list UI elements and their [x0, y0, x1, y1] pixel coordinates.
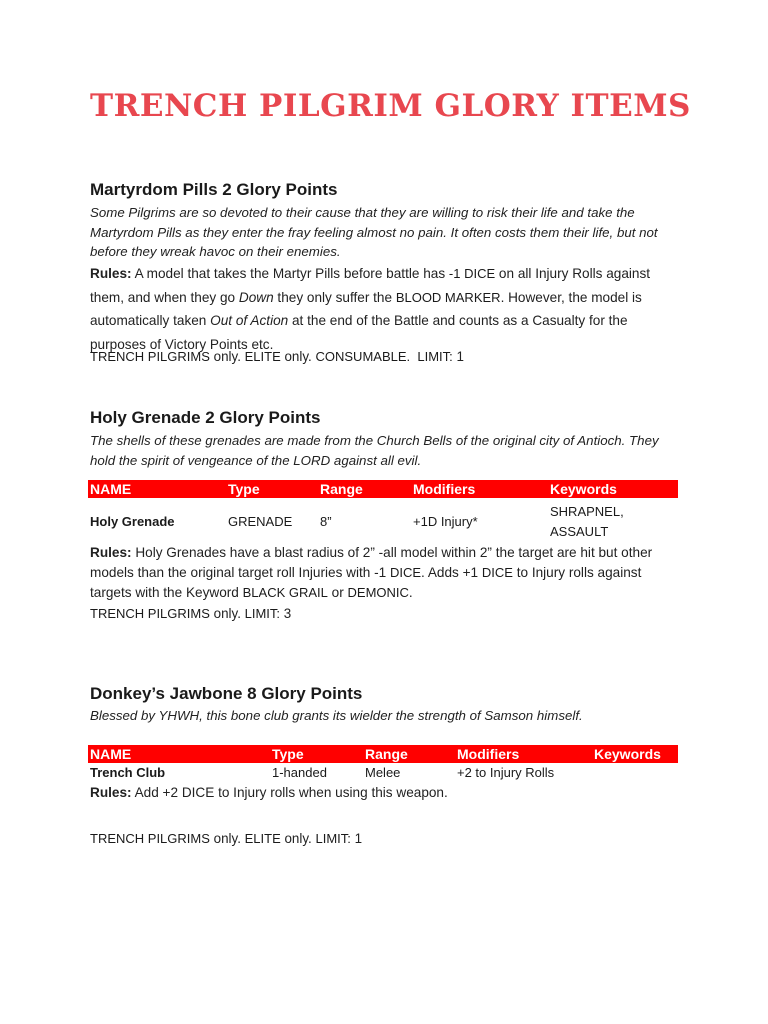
- cell-range: Melee: [365, 765, 401, 780]
- item-description-donkeys-jawbone: Blessed by YHWH, this bone club grants its wielder the strength of Samson himself.: [90, 708, 583, 723]
- table-row: [88, 498, 678, 542]
- table-row: [88, 763, 678, 783]
- col-header-range: Range: [363, 745, 455, 763]
- cell-keywords: SHRAPNEL, ASSAULT: [550, 504, 624, 539]
- weapon-table-holy-grenade: [88, 480, 678, 542]
- item-heading-martyrdom-pills: Martyrdom Pills 2 Glory Points: [90, 180, 338, 199]
- rules-label: Rules:: [90, 785, 132, 800]
- cell-keywords: [592, 763, 678, 783]
- cell-name: Holy Grenade: [90, 514, 175, 529]
- item-restriction-martyrdom-pills: TRENCH PILGRIMS only. ELITE only. CONSUMABLE. LIMIT: 1: [90, 349, 464, 364]
- item-description-holy-grenade: The shells of these grenades are made from the Church Bells of the original city of Antioch. They hold the spirit of vengeance of the LORD against all evil.: [90, 433, 659, 468]
- table-header-row: [88, 480, 678, 498]
- col-header-type: Type: [226, 480, 318, 498]
- keyword-dice: -1 DICE: [448, 266, 496, 281]
- col-header-keywords: Keywords: [592, 745, 678, 763]
- col-header-keywords: Keywords: [548, 480, 678, 498]
- cell-type: GRENADE: [228, 514, 293, 529]
- item-restriction-holy-grenade: TRENCH PILGRIMS only. LIMIT: 3: [90, 606, 292, 621]
- item-rules-holy-grenade: Rules: Holy Grenades have a blast radius of 2” -all model within 2” the target are hit but other models than the original target roll Injuries with -1 DICE. Adds +1 DICE to Injury rolls against targets with the Keyword BLACK GRAIL or DEMONIC.: [90, 545, 653, 600]
- col-header-name: NAME: [88, 480, 226, 498]
- cell-range: 8”: [320, 514, 332, 529]
- item-rules-donkeys-jawbone: Rules: Add +2 DICE to Injury rolls when using this weapon.: [90, 785, 448, 800]
- col-header-type: Type: [270, 745, 363, 763]
- col-header-range: Range: [318, 480, 411, 498]
- col-header-modifiers: Modifiers: [411, 480, 548, 498]
- weapon-table-donkeys-jawbone: [88, 745, 678, 783]
- cell-modifiers: +2 to Injury Rolls: [457, 765, 555, 780]
- cell-name: Trench Club: [90, 765, 166, 780]
- col-header-modifiers: Modifiers: [455, 745, 592, 763]
- rules-label: Rules:: [90, 545, 132, 560]
- cell-modifiers: +1D Injury*: [413, 514, 478, 529]
- item-heading-holy-grenade: Holy Grenade 2 Glory Points: [90, 408, 321, 427]
- col-header-name: NAME: [88, 745, 270, 763]
- item-heading-donkeys-jawbone: Donkey’s Jawbone 8 Glory Points: [90, 684, 363, 703]
- item-rules-martyrdom-pills: Rules: A model that takes the Martyr Pills before battle has -1 DICE on all Injury Rolls against them, and when they go Down they only suffer the BLOOD MARKER. However, the model is automatically taken Out of Action at the end of the Battle and counts as a Casualty for the purposes of Victory Points etc.: [90, 266, 651, 352]
- table-header-row: [88, 745, 678, 763]
- item-description-martyrdom-pills: Some Pilgrims are so devoted to their cause that they are willing to risk their life and take the Martyrdom Pills as they enter the fray feeling almost no pain. It often costs them their life, but not before they wreak havoc on their enemies.: [90, 205, 658, 259]
- page-title: TRENCH PILGRIM GLORY ITEMS: [90, 88, 691, 124]
- cell-type: 1-handed: [272, 765, 327, 780]
- rules-label: Rules:: [90, 266, 132, 281]
- keyword-blood-marker: BLOOD MARKER: [395, 289, 501, 305]
- item-restriction-donkeys-jawbone: TRENCH PILGRIMS only. ELITE only. LIMIT: 1: [90, 831, 363, 846]
